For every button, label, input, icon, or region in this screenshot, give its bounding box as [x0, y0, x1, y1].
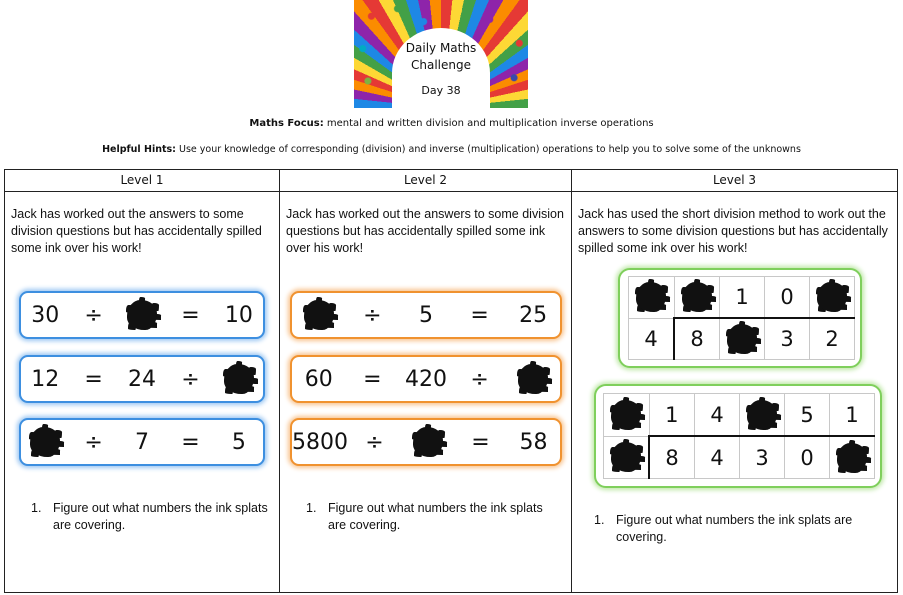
- equation-term: 420: [404, 366, 447, 392]
- level-2-heading: Level 2: [280, 170, 571, 192]
- equation-unknown: [401, 427, 454, 457]
- title-line-1: Daily Maths: [405, 41, 477, 55]
- task-text: Figure out what numbers the ink splats are covering.: [53, 501, 268, 532]
- levels-table: [4, 169, 898, 593]
- division-unknown: [810, 277, 855, 319]
- short-division-2: [594, 384, 882, 488]
- ink-splat-icon: [30, 427, 60, 457]
- level-1-heading: Level 1: [5, 170, 279, 192]
- equation-term: =: [181, 302, 200, 328]
- ink-splat-icon: [304, 300, 334, 330]
- hints-label: Helpful Hints:: [102, 144, 176, 155]
- equation-term: 12: [31, 366, 60, 392]
- level-3-heading: Level 3: [572, 170, 897, 192]
- division-digit: [695, 436, 740, 479]
- equation-term: 24: [128, 366, 157, 392]
- ink-splat-icon: [747, 400, 777, 430]
- level-1-equation-2: [19, 355, 265, 403]
- digit-text: 3: [755, 445, 769, 470]
- equation-term: =: [470, 302, 489, 328]
- division-digit: [740, 436, 785, 479]
- equation-term: ÷: [181, 366, 200, 392]
- ink-splat-icon: [127, 300, 157, 330]
- focus-text: mental and written division and multiplication inverse operations: [326, 118, 654, 129]
- digit-text: 0: [780, 285, 794, 309]
- equation-term: 5: [231, 429, 246, 455]
- ink-splat-icon: [817, 282, 847, 312]
- digit-text: 4: [644, 326, 658, 351]
- ink-splat-icon: [636, 282, 666, 312]
- division-grid-1: [628, 276, 855, 360]
- focus-label: Maths Focus:: [249, 118, 324, 129]
- equation-unknown: [21, 427, 69, 457]
- banner-text-area: [392, 28, 490, 108]
- helpful-hints: [0, 144, 903, 155]
- digit-text: 1: [735, 285, 749, 309]
- division-grid-2: [603, 393, 875, 479]
- level-1-intro: Jack has worked out the answers to some division questions but has accidentally spilled some ink over his work!: [11, 207, 262, 255]
- level-2-equation-2: [290, 355, 562, 403]
- task-text: Figure out what numbers the ink splats are covering.: [328, 501, 543, 532]
- digit-text: 4: [710, 402, 724, 427]
- division-unknown: [830, 436, 875, 479]
- day-label: Day 38: [421, 84, 461, 97]
- short-division-1: [618, 268, 862, 368]
- equation-term: ÷: [363, 302, 382, 328]
- equation-term: 60: [304, 366, 333, 392]
- level-3-column: [572, 170, 897, 592]
- division-unknown: [674, 277, 720, 319]
- level-2-equation-1: [290, 291, 562, 339]
- division-digit: [674, 318, 720, 360]
- equation-term: 5800: [292, 429, 348, 455]
- header-banner: [354, 0, 528, 108]
- equation-term: 7: [135, 429, 150, 455]
- level-1-equation-1: [19, 291, 265, 339]
- division-digit: [785, 394, 830, 437]
- level-1-equation-3: [19, 418, 265, 466]
- task-text: Figure out what numbers the ink splats are covering.: [616, 513, 853, 544]
- level-3-intro: Jack has used the short division method to work out the answers to some division questions but has accidentally spilled some ink over his work!: [578, 207, 888, 255]
- division-digit: [629, 318, 675, 360]
- division-digit: [785, 436, 830, 479]
- digit-text: 8: [665, 445, 679, 470]
- digit-text: 2: [825, 327, 839, 351]
- ink-splat-icon: [611, 400, 641, 430]
- level-2-column: [280, 170, 572, 592]
- equation-term: =: [363, 366, 382, 392]
- digit-text: 8: [690, 327, 704, 351]
- equation-unknown: [506, 364, 560, 394]
- division-unknown: [604, 436, 650, 479]
- level-3-task: [594, 512, 889, 546]
- digit-text: 1: [845, 402, 859, 427]
- ink-splat-icon: [727, 324, 757, 354]
- digit-text: 5: [800, 402, 814, 427]
- division-unknown: [604, 394, 650, 437]
- level-2-task: [306, 500, 563, 534]
- task-number: 1.: [31, 501, 42, 515]
- equation-term: 58: [519, 429, 548, 455]
- equation-term: =: [84, 366, 103, 392]
- equation-term: 5: [418, 302, 433, 328]
- equation-term: ÷: [84, 429, 103, 455]
- ink-splat-icon: [413, 427, 443, 457]
- ink-splat-icon: [611, 442, 641, 472]
- division-digit: [695, 394, 740, 437]
- division-digit: [765, 318, 810, 360]
- level-2-intro: Jack has worked out the answers to some division questions but has accidentally spilled some ink over his work!: [286, 207, 564, 255]
- division-unknown: [720, 318, 765, 360]
- ink-splat-icon: [682, 282, 712, 312]
- equation-term: ÷: [470, 366, 489, 392]
- task-number: 1.: [594, 513, 605, 527]
- division-digit: [720, 277, 765, 319]
- ink-splat-icon: [837, 443, 867, 473]
- division-digit: [649, 436, 695, 479]
- digit-text: 4: [710, 445, 724, 470]
- equation-unknown: [118, 300, 166, 330]
- equation-unknown: [292, 300, 346, 330]
- ink-splat-icon: [518, 364, 548, 394]
- division-unknown: [740, 394, 785, 437]
- division-digit: [649, 394, 695, 437]
- level-1-column: [5, 170, 280, 592]
- ink-splat-icon: [224, 364, 254, 394]
- task-number: 1.: [306, 501, 317, 515]
- page-title: [392, 40, 490, 74]
- level-2-equation-3: [290, 418, 562, 466]
- hints-text: Use your knowledge of corresponding (division) and inverse (multiplication) operations to help you to solve some of the unknowns: [179, 144, 801, 155]
- equation-term: =: [181, 429, 200, 455]
- equation-term: 10: [224, 302, 253, 328]
- title-line-2: Challenge: [411, 58, 471, 72]
- level-1-task: [31, 500, 271, 534]
- digit-text: 1: [665, 402, 679, 427]
- division-digit: [765, 277, 810, 319]
- equation-term: ÷: [84, 302, 103, 328]
- maths-focus: [0, 118, 903, 129]
- equation-term: ÷: [365, 429, 384, 455]
- equation-term: 25: [519, 302, 548, 328]
- equation-term: 30: [31, 302, 60, 328]
- division-unknown: [629, 277, 675, 319]
- division-digit: [830, 394, 875, 437]
- digit-text: 3: [780, 327, 794, 351]
- equation-unknown: [215, 364, 263, 394]
- division-digit: [810, 318, 855, 360]
- digit-text: 0: [800, 445, 814, 470]
- equation-term: =: [471, 429, 490, 455]
